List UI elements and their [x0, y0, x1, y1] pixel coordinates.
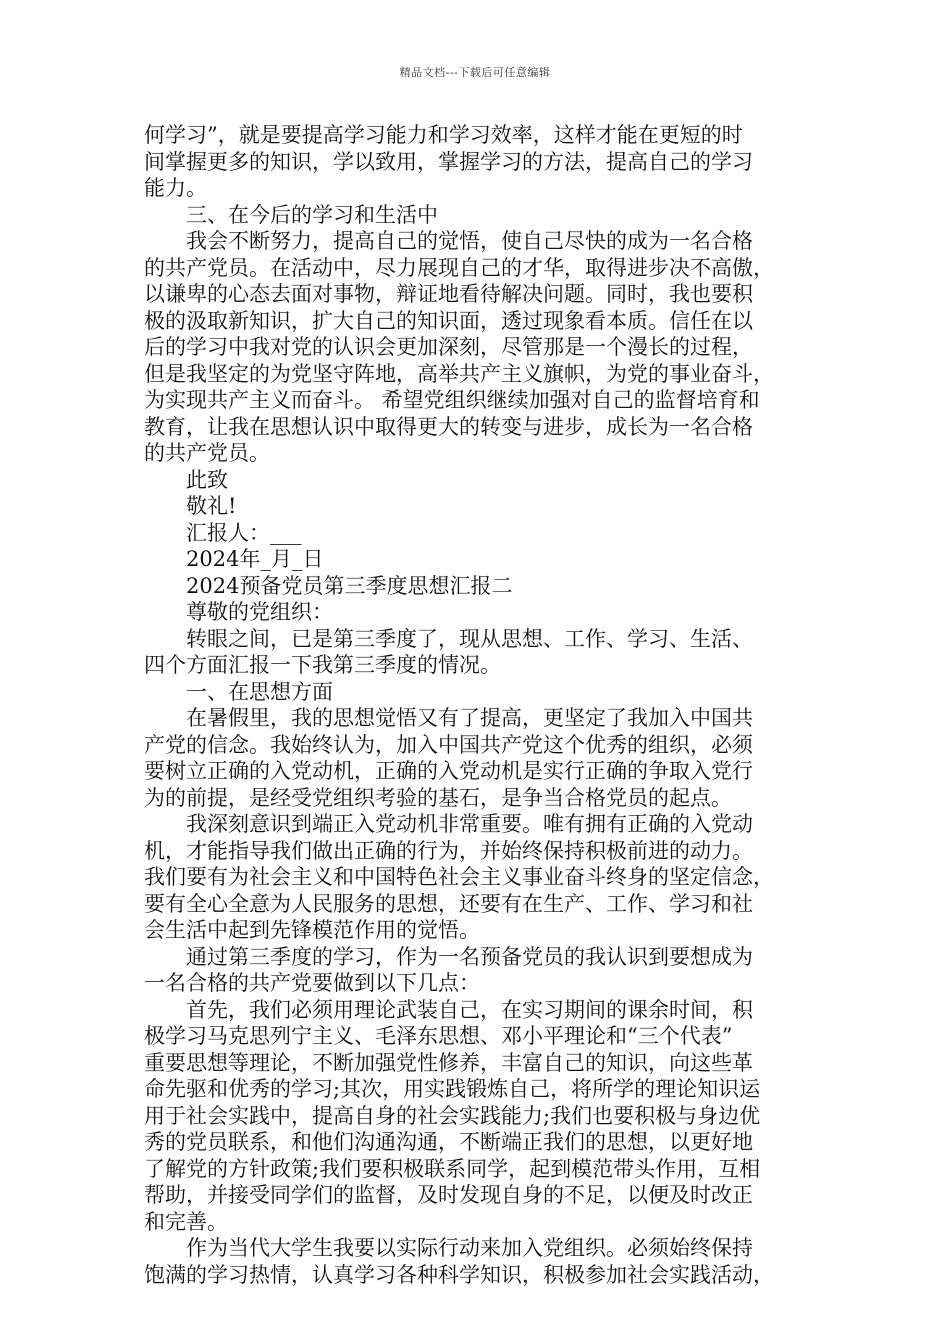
text-line: 命先驱和优秀的学习;其次，用实践锻炼自己，将所学的理论知识运	[144, 1077, 761, 1101]
text-line: 机，才能指导我们做出正确的行为，并始终保持积极前进的动力。	[144, 838, 753, 863]
text-line: 一名合格的共产党要做到以下几点：	[144, 971, 480, 995]
text-line: 三、在今后的学习和生活中	[144, 202, 438, 227]
text-line: 要有全心全意为人民服务的思想，还要有在生产、工作、学习和社	[144, 891, 753, 916]
text-line: 2024年_月_日	[144, 547, 324, 571]
text-line: 我们要有为社会主义和中国特色社会主义事业奋斗终身的坚定信念，	[144, 865, 774, 889]
text-line: 何学习”，就是要提高学习能力和学习效率，这样才能在更短的时	[144, 123, 743, 147]
text-line: 帮助，并接受同学们的监督，及时发现自身的不足，以便及时改正	[144, 1183, 753, 1207]
text-line: 我会不断努力，提高自己的觉悟，使自己尽快的成为一名合格	[144, 229, 753, 253]
text-line: 和完善。	[144, 1209, 228, 1234]
text-line: 饱满的学习热情，认真学习各种科学知识，积极参加社会实践活动，	[144, 1262, 774, 1287]
text-line: 要树立正确的入党动机，正确的入党动机是实行正确的争取入党行	[144, 759, 753, 783]
text-line: 秀的党员联系，和他们沟通沟通，不断端正我们的思想，以更好地	[144, 1130, 753, 1154]
text-line: 间掌握更多的知识，学以致用，掌握学习的方法，提高自己的学习	[144, 149, 753, 174]
text-line: 四个方面汇报一下我第三季度的情况。	[144, 653, 501, 677]
text-line: 在暑假里，我的思想觉悟又有了提高，更坚定了我加入中国共	[144, 706, 753, 730]
text-line: 我深刻意识到端正入党动机非常重要。唯有拥有正确的入党动	[144, 812, 753, 836]
text-line: 2024预备党员第三季度思想汇报二	[144, 573, 513, 598]
text-line: 教育，让我在思想认识中取得更大的转变与进步，成长为一名合格	[144, 414, 753, 439]
text-line: 为实现共产主义而奋斗。 希望党组织继续加强对自己的监督培育和	[144, 388, 760, 412]
text-line: 用于社会实践中，提高自身的社会实践能力;我们也要积极与身边优	[144, 1103, 761, 1128]
text-line: 首先，我们必须用理论武装自己，在实习期间的课余时间，积	[144, 997, 753, 1022]
text-line: 的共产党员。在活动中，尽力展现自己的才华，取得进步决不高傲，	[144, 255, 774, 280]
text-line: 会生活中起到先锋模范作用的觉悟。	[144, 918, 480, 942]
text-line: 极学习马克思列宁主义、毛泽东思想、邓小平理论和“三个代表”	[144, 1024, 733, 1048]
text-line: 为的前提，是经受党组织考验的基石，是争当合格党员的起点。	[144, 785, 732, 810]
text-line: 能力。	[144, 176, 207, 200]
document-body	[144, 122, 812, 1288]
text-line: 了解党的方针政策;我们要积极联系同学，起到模范带头作用，互相	[144, 1156, 761, 1181]
text-line: 产党的信念。我始终认为，加入中国共产党这个优秀的组织，必须	[144, 732, 753, 757]
text-line: 以谦卑的心态去面对事物，辩证地看待解决问题。同时，我也要积	[144, 282, 753, 306]
text-line: 重要思想等理论，不断加强党性修养，丰富自己的知识，向这些革	[144, 1050, 753, 1075]
text-line: 汇报人：___	[144, 520, 302, 545]
text-line: 一、在思想方面	[144, 679, 333, 704]
text-line: 作为当代大学生我要以实际行动来加入党组织。必须始终保持	[144, 1236, 753, 1260]
text-line: 极的汲取新知识，扩大自己的知识面，透过现象看本质。信任在以	[144, 308, 753, 333]
text-line: 通过第三季度的学习，作为一名预备党员的我认识到要想成为	[144, 944, 753, 969]
text-line: 但是我坚定的为党坚守阵地，高举共产主义旗帜，为党的事业奋斗，	[144, 361, 774, 386]
text-line: 的共产党员。	[144, 441, 270, 465]
text-line: 敬礼!	[144, 494, 237, 518]
page-header: 精品文档---下载后可任意编辑	[399, 66, 551, 79]
text-line: 此致	[144, 467, 228, 492]
text-line: 后的学习中我对党的认识会更加深刻，尽管那是一个漫长的过程，	[144, 335, 753, 359]
text-line: 尊敬的党组织：	[144, 600, 333, 624]
text-line: 转眼之间，已是第三季度了，现从思想、工作、学习、生活、	[144, 626, 753, 651]
